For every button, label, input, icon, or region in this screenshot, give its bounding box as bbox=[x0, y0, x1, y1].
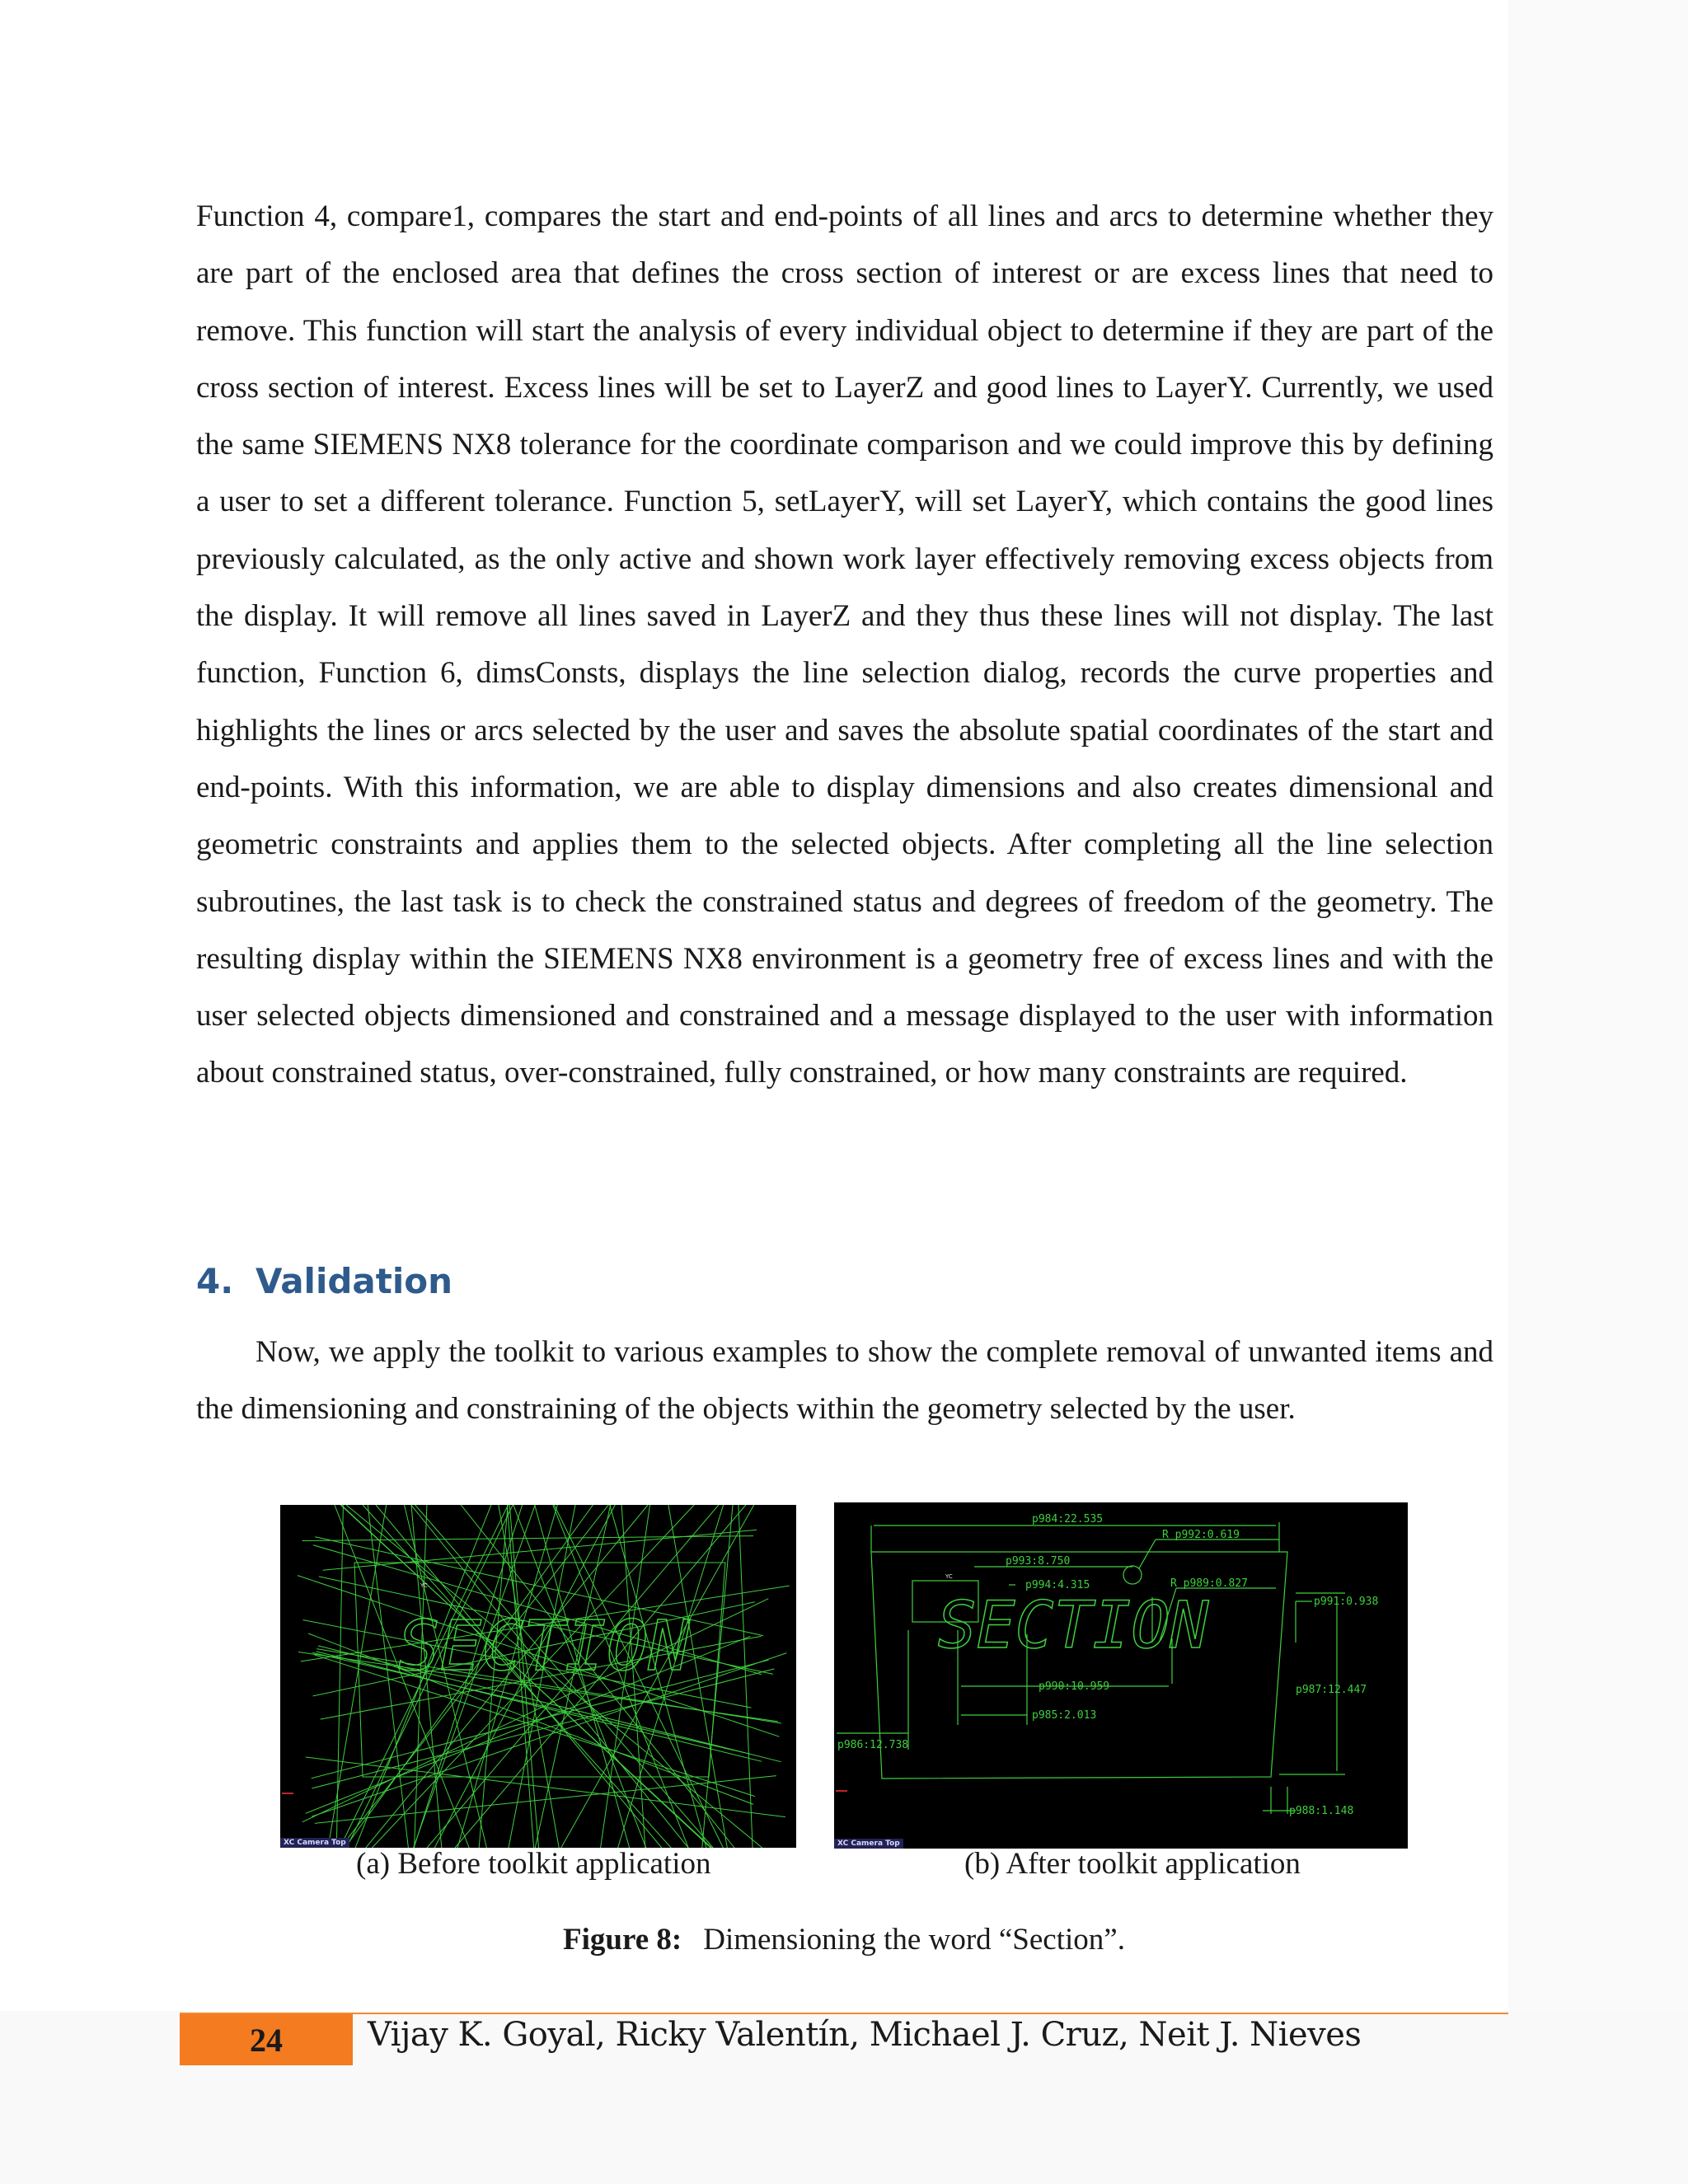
camera-label-after: XC Camera Top bbox=[834, 1839, 903, 1849]
section-word-before: SECTION bbox=[397, 1605, 691, 1686]
figure-panel-before bbox=[280, 1505, 796, 1848]
figure-caption-text: Dimensioning the word “Section”. bbox=[703, 1923, 1125, 1957]
dim-label-p986: p986:12.738 bbox=[837, 1739, 909, 1751]
subcaption-before: (a) Before toolkit application bbox=[356, 1847, 711, 1881]
section-number: 4. bbox=[196, 1261, 234, 1301]
leader-p992 bbox=[1139, 1540, 1156, 1568]
body-text bbox=[196, 188, 1493, 1102]
dim-label-p989: R p989:0.827 bbox=[1170, 1577, 1248, 1590]
section-word-after: SECTION bbox=[937, 1589, 1209, 1663]
page-margin-shade bbox=[1508, 0, 1688, 2184]
validation-text bbox=[196, 1324, 1493, 1438]
dim-label-p992: R p992:0.619 bbox=[1162, 1529, 1240, 1541]
camera-label-before: XC Camera Top bbox=[280, 1838, 349, 1848]
cad-view-before bbox=[280, 1505, 796, 1848]
subcaption-after: (b) After toolkit application bbox=[964, 1847, 1301, 1881]
figure-caption bbox=[0, 1922, 1688, 1957]
yc-axis-label: YC bbox=[945, 1573, 953, 1580]
excess-line bbox=[336, 1505, 343, 1848]
dim-label-p988: p988:1.148 bbox=[1289, 1805, 1354, 1817]
section-heading bbox=[196, 1261, 452, 1301]
yc-axis-label: YC bbox=[420, 1582, 428, 1589]
footer-rule bbox=[180, 2013, 1508, 2014]
paragraph-functions: Function 4, compare1, compares the start and end-points of all lines and arcs to determine whether they are part of the enclosed area that defines the cross section of interest or are excess lines that need to remove. This function will start the analysis of every individual object to determine if they are part of the cross section of interest. Excess lines will be set to LayerZ and good lines to LayerY. Currently, we used the same SIEMENS NX8 tolerance for the coordinate comparison and we could improve this by defining a user to set a different tolerance. Function 5, setLayerY, will set LayerY, which contains the good lines previously calculated, as the only active and shown work layer effectively removing excess objects from the display. It will remove all lines saved in LayerZ and they thus these lines will not display. The last function, Function 6, dimsConsts, displays the line selection dialog, records the curve properties and highlights the lines or arcs selected by the user and saves the absolute spatial coordinates of the start and end-points. With this information, we are able to display dimensions and also creates dimensional and geometric constraints and applies them to the selected objects. After completing all the line selection subroutines, the last task is to check the constrained status and degrees of freedom of the geometry. The resulting display within the SIEMENS NX8 environment is a geometry free of excess lines and with the user selected objects dimensioned and constrained and a message displayed to the user with information about constrained status, over-constrained, fully constrained, or how many constraints are required. bbox=[196, 199, 1493, 1090]
dim-label-p987: p987:12.447 bbox=[1296, 1684, 1367, 1696]
footer-authors: Vijay K. Goyal, Ricky Valentín, Michael J. Cruz, Neit J. Nieves bbox=[368, 2016, 1362, 2054]
dim-label-p994: p994:4.315 bbox=[1025, 1579, 1090, 1591]
excess-line bbox=[328, 1505, 387, 1848]
dim-label-p993: p993:8.750 bbox=[1006, 1555, 1071, 1568]
section-title: Validation bbox=[256, 1261, 452, 1301]
dim-label-p984: p984:22.535 bbox=[1032, 1513, 1104, 1526]
cad-view-after bbox=[834, 1502, 1408, 1849]
figure-panel-after bbox=[834, 1502, 1408, 1849]
dim-label-p985: p985:2.013 bbox=[1032, 1709, 1097, 1722]
dim-label-p990: p990:10.959 bbox=[1039, 1680, 1110, 1693]
radius-circle-p992 bbox=[1123, 1566, 1142, 1584]
dim-label-p991: p991:0.938 bbox=[1314, 1596, 1379, 1608]
figure-caption-label: Figure 8: bbox=[563, 1923, 682, 1957]
page-number: 24 bbox=[180, 2014, 353, 2065]
paragraph-validation: Now, we apply the toolkit to various examples to show the complete removal of unwanted items and the dimensioning and constraining of the objects within the geometry selected by the user. bbox=[196, 1335, 1493, 1427]
